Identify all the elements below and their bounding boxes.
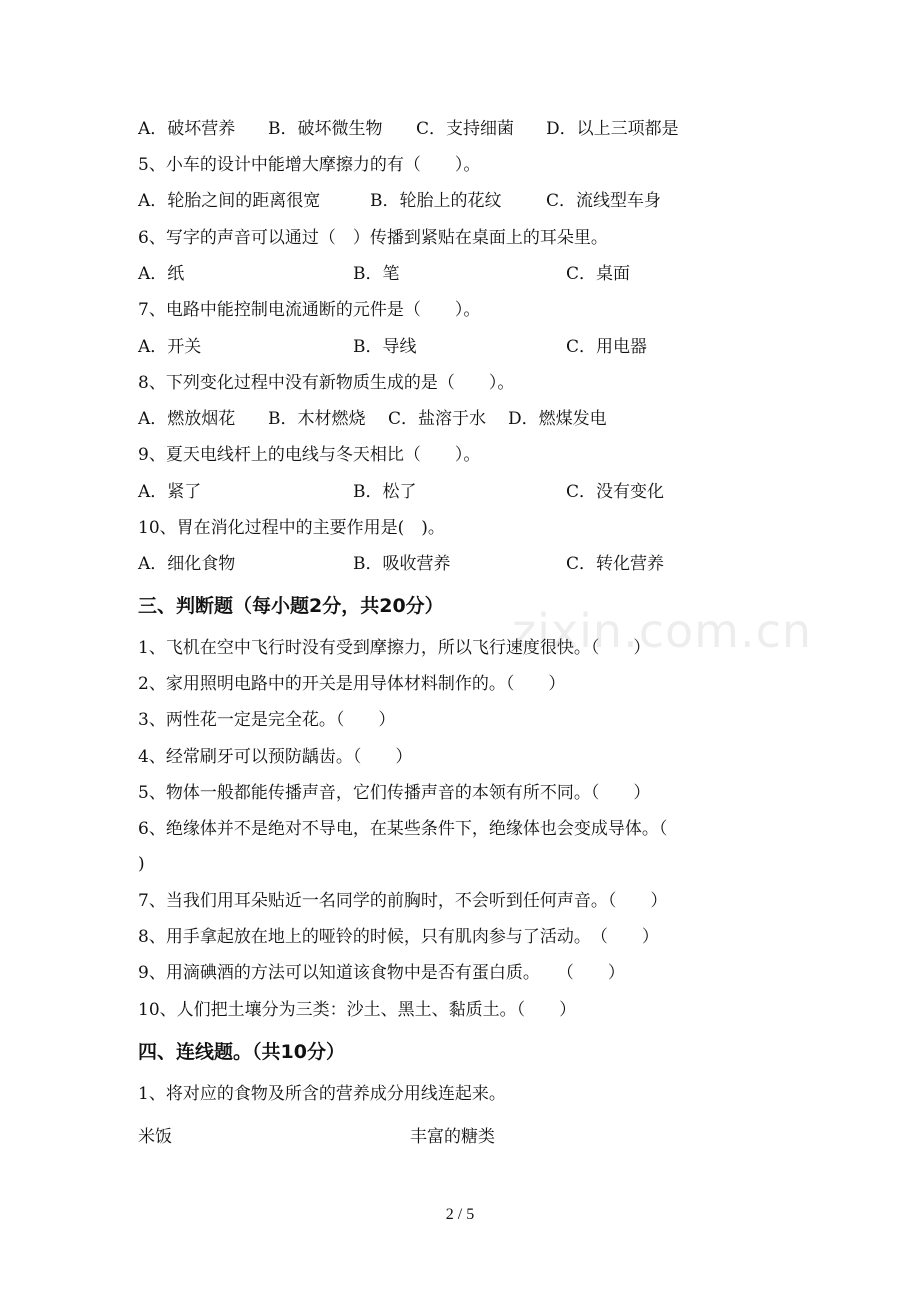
judge-item: 1、飞机在空中飞行时没有受到摩擦力，所以飞行速度很快。（ ） <box>138 638 651 658</box>
matching-row <box>138 1126 495 1192</box>
q8-text: 8、下列变化过程中没有新物质生成的是（ ）。 <box>138 373 515 393</box>
option-b: B．木材燃烧 <box>268 409 366 429</box>
option-b: B．破坏微生物 <box>268 119 383 139</box>
page-number: 2 / 5 <box>445 1206 475 1223</box>
option-c: C．支持细菌 <box>416 119 515 139</box>
option-c: C．盐溶于水 <box>388 409 487 429</box>
option-a: A．纸 <box>138 264 185 284</box>
judge-item: 9、用滴碘酒的方法可以知道该食物中是否有蛋白质。 （ ） <box>138 963 625 983</box>
option-b: B．导线 <box>353 337 417 357</box>
judge-item: 3、两性花一定是完全花。（ ） <box>138 710 396 730</box>
option-a: A．破坏营养 <box>138 119 236 139</box>
q5-text: 5、小车的设计中能增大摩擦力的有（ ）。 <box>138 155 481 175</box>
option-b: B．笔 <box>353 264 400 284</box>
option-b: B．轮胎上的花纹 <box>370 191 502 211</box>
judge-item: 4、经常刷牙可以预防龋齿。（ ） <box>138 747 413 767</box>
judge-item: 7、当我们用耳朵贴近一名同学的前胸时，不会听到任何声音。（ ） <box>138 891 668 911</box>
option-a: A．开关 <box>138 337 202 357</box>
watermark: zixin.com.cn <box>512 604 813 658</box>
q7-text: 7、电路中能控制电流通断的元件是（ ）。 <box>138 300 481 320</box>
q10-text: 10、胃在消化过程中的主要作用是( )。 <box>138 518 445 538</box>
judge-item-continued: ) <box>138 854 145 874</box>
option-c: C．转化营养 <box>566 554 665 574</box>
option-a: A．细化食物 <box>138 554 236 574</box>
matching-question: 1、将对应的食物及所含的营养成分用线连起来。 <box>138 1084 506 1104</box>
q6-text: 6、写字的声音可以通过（ ）传播到紧贴在桌面上的耳朵里。 <box>138 228 608 248</box>
option-a: A．燃放烟花 <box>138 409 236 429</box>
judge-item: 8、用手拿起放在地上的哑铃的时候，只有肌肉参与了活动。 （ ） <box>138 927 659 947</box>
option-c: C．用电器 <box>566 337 648 357</box>
q9-text: 9、夏天电线杆上的电线与冬天相比（ ）。 <box>138 445 481 465</box>
option-b: B．吸收营养 <box>353 554 451 574</box>
option-d: D．燃煤发电 <box>508 409 607 429</box>
option-c: C．桌面 <box>566 264 631 284</box>
option-c: C．没有变化 <box>566 482 665 502</box>
matching-left-item: 米饭 <box>138 1127 172 1147</box>
option-a: A．紧了 <box>138 482 202 502</box>
judge-item: 6、绝缘体并不是绝对不导电，在某些条件下，绝缘体也会变成导体。（ <box>138 819 668 839</box>
option-c: C．流线型车身 <box>546 191 662 211</box>
option-a: A．轮胎之间的距离很宽 <box>138 191 321 211</box>
matching-right-item: 丰富的糖类 <box>410 1127 495 1147</box>
judge-item: 10、人们把土壤分为三类：沙土、黑土、黏质土。（ ） <box>138 1000 577 1020</box>
section-3-title: 三、判断题（每小题2分，共20分） <box>138 595 444 617</box>
option-d: D．以上三项都是 <box>546 119 679 139</box>
option-b: B．松了 <box>353 482 417 502</box>
judge-item: 2、家用照明电路中的开关是用导体材料制作的。（ ） <box>138 674 566 694</box>
section-4-title: 四、连线题。（共10分） <box>138 1041 345 1063</box>
judge-item: 5、物体一般都能传播声音，它们传播声音的本领有所不同。（ ） <box>138 783 651 803</box>
